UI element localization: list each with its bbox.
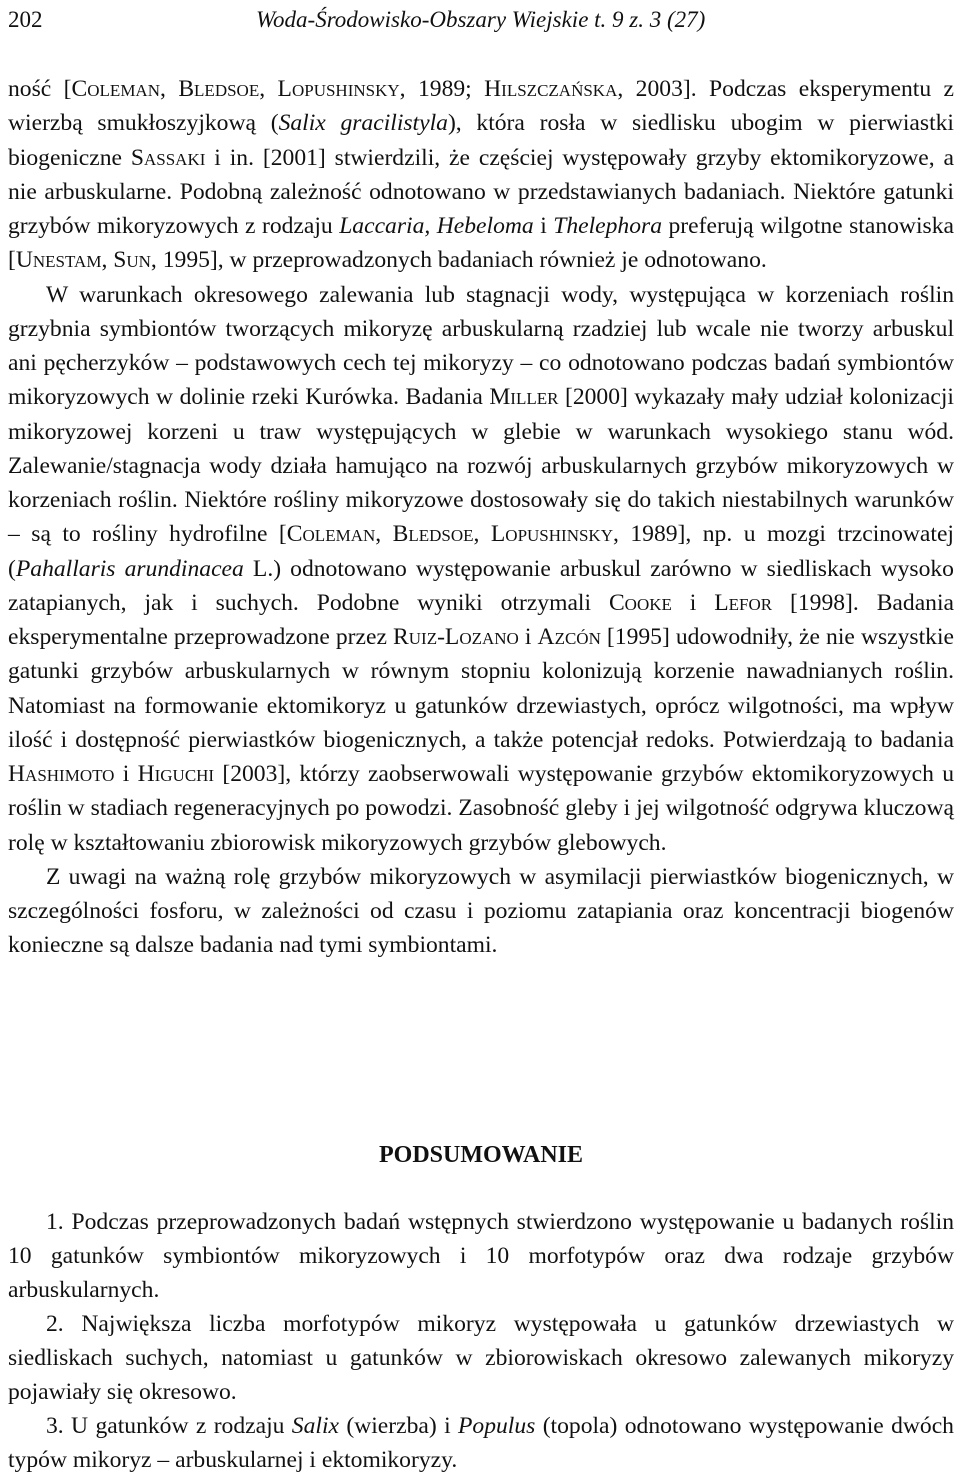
page-number: 202 — [8, 7, 43, 32]
citation-author: Bledsoe — [392, 521, 474, 548]
citation-author: Bledsoe — [178, 76, 260, 102]
body-text — [8, 72, 954, 963]
paragraph-flooding: W warunkach okresowego zalewania lub stagnacji wody, występująca w korzeniach roślin grzybnia symbiontów tworzących mikoryzę arbuskularną rzadziej lub wcale nie tworzy arbuskul ani pęcherzyków – podstawowych cech tej mikoryzy – co odnotowano podczas badań symbiontów mikoryzowych w dolinie rzeki Kurówka. Badania Miller [2000] wykazały mały udział kolonizacji mikoryzowej korzeni u traw występujących w glebie w warunkach wysokiego stanu wód. Zalewanie/stagnacja wody działa hamująco na rozwój arbuskularnych grzybów mikoryzowych w korzeniach roślin. Niektóre rośliny mikoryzowe dostosowały się do takich niestabilnych warunków – są to rośliny hydrofilne [Coleman, Bledsoe, Lopushinsky, 1989], np. u mozgi trzcinowatej (Pahallaris arundinacea L.) odnotowano występowanie arbuskul zarówno w siedliskach wysoko zatapianych, jak i suchych. Podobne wyniki otrzymali Cooke i Lefor [1998]. Badania eksperymentalne przeprowadzone przez Ruiz-Lozano i Azcón [1995] udowodniły, że nie wszystkie gatunki grzybów arbuskularnych w równym stopniu kolonizują korzenie nawadnianych roślin. Natomiast na formowanie ektomikoryz u gatunków drzewiastych, oprócz wilgotności, ma wpływ ilość i dostępność pierwiastków biogenicznych, a także potencjał redoks. Potwierdzają to badania Hashimoto i Higuchi [2003], którzy zaobserwowali występowanie grzybów ektomikoryzowych u roślin w stadiach regeneracyjnych po powodzi. Zasobność gleby i jej wilgotność odgrywa kluczową rolę w kształtowaniu zbiorowisk mikoryzowych grzybów glebowych. — [8, 281, 954, 856]
paragraph-continued: ność [Coleman, Bledsoe, Lopushinsky, 1989; Hilszczańska, 2003]. Podczas eksperymentu z wierzbą smukłoszyjkową (Salix gracilistyla), która rosła w siedlisku ubogim w pierwiastki biogeniczne Sassaki i in. [2001] stwierdzili, że częściej występowały grzyby ektomikoryzowe, a nie arbuskularne. Podobną zależność odnotowano w przedstawianych badaniach. Niektóre gatunki grzybów mikoryzowych z rodzaju Laccaria, Hebeloma i Thelephora preferują wilgotne stanowiska [Unestam, Sun, 1995], w przeprowadzonych badaniach również je odnotowano. — [8, 76, 955, 274]
genus-name: Thelephora — [553, 213, 663, 239]
citation-author: Hashimoto — [8, 761, 115, 787]
citation-author: Ruiz-Lozano — [393, 624, 519, 650]
citation-author: Higuchi — [137, 761, 215, 787]
citation-author: Lopushinsky — [490, 521, 613, 548]
species-name: Pahallaris arundinacea — [15, 555, 244, 582]
citation-author: Azcón — [537, 624, 601, 650]
summary-item-2: 2. Największa liczba morfotypów mikoryz występowała u gatunków drzewiastych w siedliskach suchych, natomiast u gatunków w zbiorowiskach okresowo zalewanych mikoryzy pojawiały się okresowo. — [8, 1311, 954, 1405]
citation-author: Coleman — [71, 76, 160, 102]
citation-author: Sun — [113, 247, 151, 274]
paragraph-conclusion: Z uwagi na ważną rolę grzybów mikoryzowych w asymilacji pierwiastków biogenicznych, w szczególności fosforu, w zależności od czasu i poziomu zatapiania oraz koncentracji biogenów konieczne są dalsze badania nad tymi symbiontami. — [8, 863, 954, 959]
citation-author: Hilszczańska — [484, 76, 618, 102]
citation-author: Unestam — [15, 247, 102, 274]
citation-author: Cooke — [608, 589, 672, 616]
citation-author: Lopushinsky — [277, 76, 400, 102]
citation-author: Lefor — [714, 589, 773, 616]
genus-name: Populus — [458, 1413, 536, 1439]
running-header — [8, 4, 954, 36]
summary-item-3: 3. U gatunków z rodzaju Salix (wierzba) i Populus (topola) odnotowano występowanie dwóch typów mikoryz – arbuskularnej i ektomikoryzy. — [8, 1413, 954, 1473]
genus-names: Laccaria, Hebeloma — [339, 213, 534, 239]
genus-name: Salix — [291, 1413, 339, 1439]
citation-author: Miller — [489, 384, 559, 411]
summary-item-1: 1. Podczas przeprowadzonych badań wstępnych stwierdzono występowanie u badanych roślin 10 gatunków symbiontów mikoryzowych i 10 morfotypów oraz dwa rodzaje grzybów arbuskularnych. — [8, 1209, 954, 1303]
citation-author: Sassaki — [130, 144, 206, 171]
citation-author: Coleman — [286, 521, 376, 548]
journal-title: Woda-Środowisko-Obszary Wiejskie t. 9 z. 3 (27) — [256, 7, 706, 32]
section-title: PODSUMOWANIE — [378, 1142, 583, 1168]
summary-list — [8, 1205, 954, 1477]
species-name: Salix gracilistyla — [278, 110, 448, 137]
